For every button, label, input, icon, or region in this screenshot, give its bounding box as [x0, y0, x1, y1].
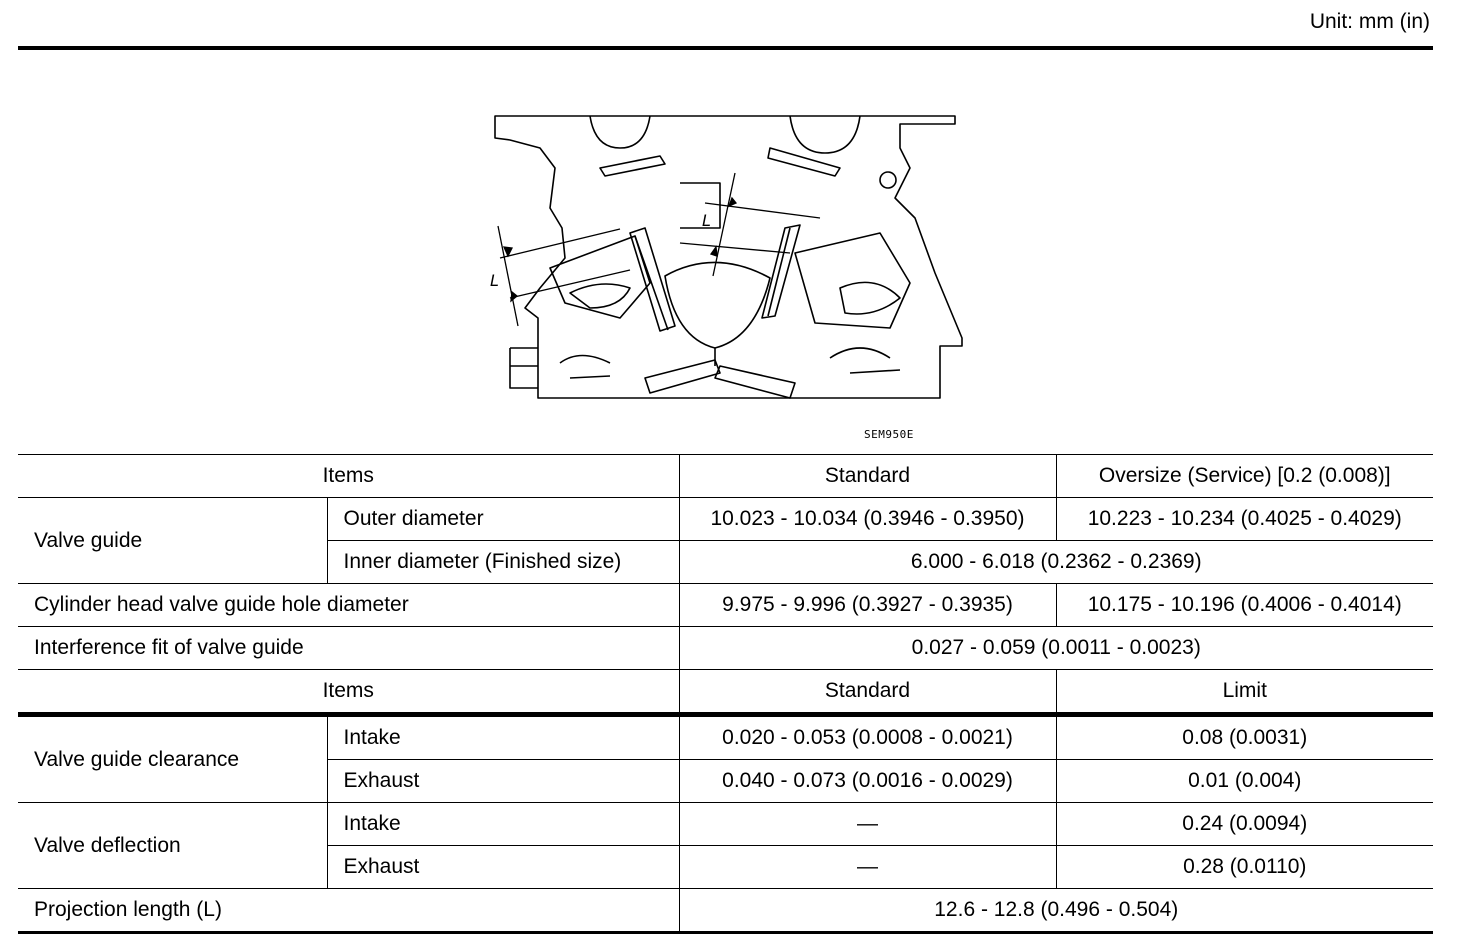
cell-hole-oversize: 10.175 - 10.196 (0.4006 - 0.4014): [1056, 584, 1433, 627]
header-items-2: Items: [18, 670, 679, 715]
sub-label-exhaust: Exhaust: [327, 846, 679, 889]
sub-label-inner-diameter: Inner diameter (Finished size): [327, 541, 679, 584]
cell-outer-oversize: 10.223 - 10.234 (0.4025 - 0.4029): [1056, 498, 1433, 541]
table-row: [18, 803, 1433, 846]
header-limit: Limit: [1056, 670, 1433, 715]
sub-label-outer-diameter: Outer diameter: [327, 498, 679, 541]
table-row: [18, 498, 1433, 541]
row-label-valve-guide: Valve guide: [18, 498, 327, 584]
dimension-label-left: L: [490, 271, 499, 290]
table-row: [18, 584, 1433, 627]
unit-label: Unit: mm (in): [1309, 10, 1430, 33]
row-label-deflection: Valve deflection: [18, 803, 327, 889]
header-rule: [18, 46, 1433, 50]
row-label-clearance: Valve guide clearance: [18, 715, 327, 803]
table1-header-row: [18, 455, 1433, 498]
cell-outer-standard: 10.023 - 10.034 (0.3946 - 0.3950): [679, 498, 1056, 541]
cell-clearance-intake-limit: 0.08 (0.0031): [1056, 715, 1433, 760]
cell-clearance-exhaust-standard: 0.040 - 0.073 (0.0016 - 0.0029): [679, 760, 1056, 803]
table-row: [18, 889, 1433, 933]
valve-guide-spec-table: [18, 454, 1433, 934]
header-oversize: Oversize (Service) [0.2 (0.008)]: [1056, 455, 1433, 498]
table-row: [18, 715, 1433, 760]
figure-code: SEM950E: [864, 428, 914, 441]
header-standard: Standard: [679, 455, 1056, 498]
cell-deflection-exhaust-standard: —: [679, 846, 1056, 889]
sub-label-exhaust: Exhaust: [327, 760, 679, 803]
row-label-interference: Interference fit of valve guide: [18, 627, 679, 670]
cell-hole-standard: 9.975 - 9.996 (0.3927 - 0.3935): [679, 584, 1056, 627]
dimension-label-right: L: [702, 211, 711, 230]
cell-deflection-intake-limit: 0.24 (0.0094): [1056, 803, 1433, 846]
table-row: [18, 627, 1433, 670]
row-label-projection: Projection length (L): [18, 889, 679, 933]
cell-deflection-exhaust-limit: 0.28 (0.0110): [1056, 846, 1433, 889]
cell-clearance-exhaust-limit: 0.01 (0.004): [1056, 760, 1433, 803]
cell-inner-value: 6.000 - 6.018 (0.2362 - 0.2369): [679, 541, 1433, 584]
cylinder-head-diagram: [470, 108, 980, 408]
header-standard-2: Standard: [679, 670, 1056, 715]
cell-projection-value: 12.6 - 12.8 (0.496 - 0.504): [679, 889, 1433, 933]
sub-label-intake: Intake: [327, 715, 679, 760]
cell-clearance-intake-standard: 0.020 - 0.053 (0.0008 - 0.0021): [679, 715, 1056, 760]
header-items: Items: [18, 455, 679, 498]
table2-header-row: [18, 670, 1433, 715]
row-label-hole-diameter: Cylinder head valve guide hole diameter: [18, 584, 679, 627]
sub-label-intake: Intake: [327, 803, 679, 846]
cell-interference-value: 0.027 - 0.059 (0.0011 - 0.0023): [679, 627, 1433, 670]
cell-deflection-intake-standard: —: [679, 803, 1056, 846]
